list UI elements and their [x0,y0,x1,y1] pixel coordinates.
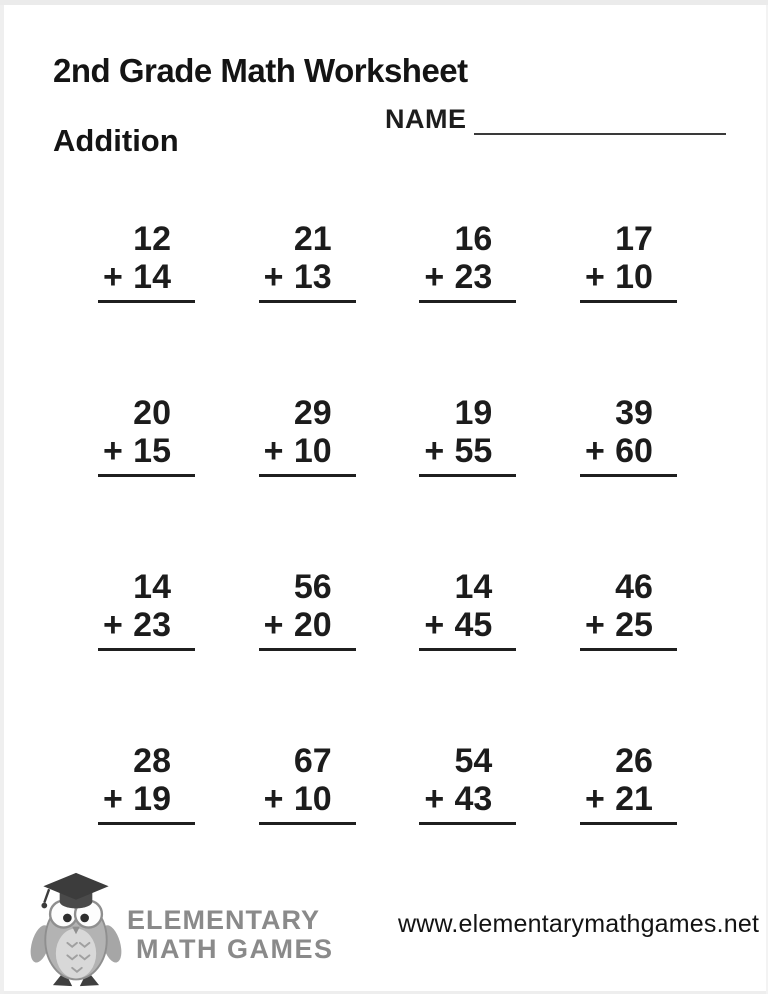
addend-top: 28 [133,742,171,780]
answer-line [580,474,677,477]
problem-row [98,568,677,651]
logo-line1: ELEMENTARY [127,905,321,935]
logo-line2: MATH GAMES [136,934,334,964]
plus-operator: + [103,258,123,296]
answer-line [98,648,195,651]
addend-top: 21 [293,220,332,258]
operator-row [419,432,516,470]
plus-operator: + [103,432,123,470]
problems-grid [98,220,677,825]
addend-bottom: 10 [293,432,332,470]
addend-bottom: 13 [293,258,332,296]
plus-operator: + [424,606,445,644]
addition-problem [98,394,195,477]
addition-problem [580,220,677,303]
owl-graduation-cap-icon [28,868,124,990]
addition-problem [419,568,516,651]
page-title: 2nd Grade Math Worksheet [53,52,468,90]
addend-bottom: 15 [133,432,171,470]
name-blank-line [474,102,727,135]
addition-problem [580,568,677,651]
answer-line [98,822,195,825]
operator-row [98,780,195,818]
operator-row [98,432,195,470]
plus-operator: + [263,432,284,470]
answer-line [259,648,356,651]
answer-line [419,474,516,477]
addend-bottom: 55 [454,432,493,470]
operator-row [98,606,195,644]
operator-row [98,258,195,296]
answer-line [98,300,195,303]
addend-bottom: 23 [454,258,493,296]
plus-operator: + [584,780,605,818]
addend-top: 20 [133,394,171,432]
addend-top: 16 [454,220,493,258]
problem-row [98,220,677,303]
operator-row [419,606,516,644]
operator-row [580,606,677,644]
addend-top: 14 [133,568,171,606]
addend-top: 56 [293,568,332,606]
operator-row [259,432,356,470]
addition-problem [259,742,356,825]
answer-line [98,474,195,477]
plus-operator: + [584,432,605,470]
addition-problem [259,220,356,303]
plus-operator: + [424,258,445,296]
problem-row [98,394,677,477]
website-url: www.elementarymathgames.net [398,910,760,938]
plus-operator: + [103,780,123,818]
plus-operator: + [103,606,123,644]
operator-row [580,432,677,470]
problem-row [98,742,677,825]
addition-problem [580,742,677,825]
addend-top: 39 [615,394,653,432]
addend-top: 17 [615,220,653,258]
plus-operator: + [263,780,284,818]
addition-problem [580,394,677,477]
addend-bottom: 43 [454,780,493,818]
addition-problem [419,394,516,477]
addend-bottom: 10 [615,258,653,296]
addition-problem [419,220,516,303]
answer-line [419,822,516,825]
addend-top: 54 [454,742,493,780]
addend-bottom: 45 [454,606,493,644]
addend-top: 29 [293,394,332,432]
addition-problem [98,568,195,651]
addend-top: 19 [454,394,493,432]
operator-row [259,606,356,644]
addition-problem [419,742,516,825]
addend-bottom: 20 [293,606,332,644]
section-title: Addition [53,122,179,158]
operator-row [419,258,516,296]
answer-line [580,648,677,651]
addend-top: 12 [133,220,171,258]
addition-problem [259,568,356,651]
addend-bottom: 19 [133,780,171,818]
operator-row [580,780,677,818]
addend-bottom: 60 [615,432,653,470]
plus-operator: + [584,606,605,644]
name-label: NAME [385,104,467,134]
addend-top: 26 [615,742,653,780]
plus-operator: + [424,780,445,818]
addition-problem [98,742,195,825]
addend-bottom: 14 [133,258,171,296]
plus-operator: + [584,258,605,296]
operator-row [259,258,356,296]
answer-line [259,474,356,477]
operator-row [580,258,677,296]
answer-line [419,300,516,303]
addend-top: 46 [615,568,653,606]
plus-operator: + [263,606,284,644]
operator-row [259,780,356,818]
name-field [385,102,726,135]
answer-line [580,822,677,825]
answer-line [580,300,677,303]
addition-problem [98,220,195,303]
logo-text [127,906,334,964]
addition-problem [259,394,356,477]
plus-operator: + [424,432,445,470]
answer-line [259,300,356,303]
addend-bottom: 21 [615,780,653,818]
addend-bottom: 23 [133,606,171,644]
operator-row [419,780,516,818]
logo [28,868,334,990]
addend-bottom: 10 [293,780,332,818]
addend-bottom: 25 [615,606,653,644]
plus-operator: + [263,258,284,296]
addend-top: 14 [454,568,493,606]
answer-line [419,648,516,651]
answer-line [259,822,356,825]
addend-top: 67 [293,742,332,780]
